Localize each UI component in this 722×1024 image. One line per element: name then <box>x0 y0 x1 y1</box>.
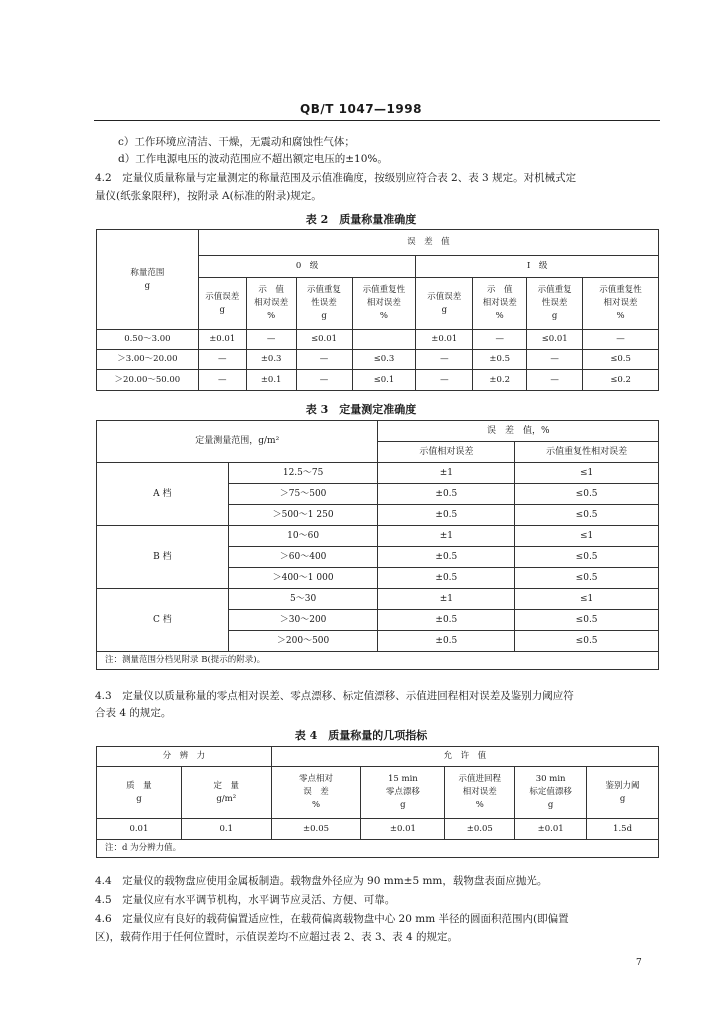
table-row <box>97 350 659 370</box>
t4-cell: 0.1 <box>181 819 271 840</box>
t3-range-header: 定量测量范围，g/m² <box>97 421 378 463</box>
t2-grade0: 0 级 <box>198 256 416 278</box>
item-d: d）工作电源电压的波动范围应不超出额定电压的±10%。 <box>118 153 388 165</box>
table2-caption: 表 2 质量称量准确度 <box>305 213 417 226</box>
t3-cell: ±0.5 <box>378 631 515 652</box>
t3-cell: ±0.5 <box>378 505 515 526</box>
t2-sub-err-g: 示值误差 g <box>198 278 246 330</box>
t2-cell: — <box>296 370 352 391</box>
t3-cell: ±0.5 <box>378 484 515 505</box>
table-row <box>97 589 659 610</box>
t4-cell: ±0.01 <box>361 819 445 840</box>
t3-cell: 10～60 <box>228 526 378 547</box>
t2-cell: ±0.3 <box>246 350 296 370</box>
t2-sub-rel: 示 值 相对误差 % <box>246 278 296 330</box>
sec-4-3-line1: 4.3 定量仪以质量称量的零点相对误差、零点漂移、标定值漂移、示值进回程相对误差及鉴别力阈应符 <box>95 690 574 702</box>
sec-4-2-line2: 量仪(纸张象限秤)，按附录 A(标准的附录)规定。 <box>95 190 322 202</box>
t2-cell: ±0.5 <box>473 350 527 370</box>
page-number: 7 <box>636 958 642 968</box>
sec-4-5: 4.5 定量仪应有水平调节机构，水平调节应灵活、方便、可靠。 <box>95 894 396 906</box>
t2-cell: — <box>416 350 473 370</box>
t3-cell: ±0.5 <box>378 610 515 631</box>
t2-sub-reprel: 示值重复性 相对误差 % <box>352 278 416 330</box>
t2-error-header: 误 差 值 <box>198 230 658 256</box>
t2-cell: ≤0.01 <box>296 330 352 350</box>
t3-cell: ≤0.5 <box>515 505 659 526</box>
t2-cell: — <box>527 370 583 391</box>
t4-col-zero-rel: 零点相对 误 差 % <box>271 767 361 819</box>
t2-cell: 0.50～3.00 <box>97 330 199 350</box>
t4-allowed: 允 许 值 <box>271 747 658 767</box>
t3-cell: ≤0.5 <box>515 610 659 631</box>
table3-caption: 表 3 定量测定准确度 <box>305 403 417 416</box>
t2-cell: ±0.01 <box>198 330 246 350</box>
t3-cell: ≤1 <box>515 463 659 484</box>
t4-resolution: 分 辨 力 <box>97 747 272 767</box>
t2-sub-rep: 示值重复 性误差 g <box>296 278 352 330</box>
t2-cell: ＞3.00～20.00 <box>97 350 199 370</box>
t3-cell: ±0.5 <box>378 547 515 568</box>
t3-cell: ±1 <box>378 589 515 610</box>
t2-sub-err-g-i: 示值误差 g <box>416 278 473 330</box>
t3-cell: ≤0.5 <box>515 484 659 505</box>
t4-col-cal-drift: 30 min 标定值漂移 g <box>515 767 587 819</box>
t4-cell: 1.5d <box>587 819 659 840</box>
t2-cell: ≤0.1 <box>352 370 416 391</box>
standard-number: QB/T 1047—1998 <box>300 102 422 116</box>
t2-cell: — <box>198 370 246 391</box>
t2-cell: ≤0.01 <box>527 330 583 350</box>
table2 <box>96 229 659 391</box>
t3-cell: ≤0.5 <box>515 568 659 589</box>
t3-cell: ＞500～1 250 <box>228 505 378 526</box>
t2-cell: ≤0.5 <box>583 350 659 370</box>
table-row <box>97 526 659 547</box>
table4 <box>96 746 659 858</box>
t4-col-quant: 定 量 g/m² <box>181 767 271 819</box>
t3-cell: ≤0.5 <box>515 631 659 652</box>
t3-cell: ＞30～200 <box>228 610 378 631</box>
t2-sub-reprel-i: 示值重复性 相对误差 % <box>583 278 659 330</box>
t3-group-b: B 档 <box>97 526 229 589</box>
table3 <box>96 420 659 670</box>
t2-cell: — <box>246 330 296 350</box>
table-row <box>97 819 659 840</box>
t3-cell: ＞60～400 <box>228 547 378 568</box>
t3-note: 注：测量范围分档见附录 B(提示的附录)。 <box>97 652 659 670</box>
t2-cell: — <box>527 350 583 370</box>
sec-4-4: 4.4 定量仪的载物盘应使用金属板制造。载物盘外径应为 90 mm±5 mm，载物盘表面应抛光。 <box>95 875 548 887</box>
t4-col-threshold: 鉴别力阈 g <box>587 767 659 819</box>
sec-4-3-line2: 合表 4 的规定。 <box>95 707 172 719</box>
sec-4-6-line1: 4.6 定量仪应有良好的载荷偏置适应性，在载荷偏离载物盘中心 20 mm 半径的圆面积范围内(即偏置 <box>95 913 569 925</box>
t2-cell: — <box>198 350 246 370</box>
table4-caption: 表 4 质量称量的几项指标 <box>294 729 428 742</box>
t4-col-return: 示值进回程 相对误差 % <box>445 767 515 819</box>
t4-cell: ±0.05 <box>445 819 515 840</box>
t2-cell: — <box>473 330 527 350</box>
t2-sub-rep-i: 示值重复 性误差 g <box>527 278 583 330</box>
t2-cell: ≤0.2 <box>583 370 659 391</box>
t3-group-c: C 档 <box>97 589 229 652</box>
table-row <box>97 463 659 484</box>
t2-cell: — <box>416 370 473 391</box>
t3-cell: ＞200～500 <box>228 631 378 652</box>
t2-cell: — <box>296 350 352 370</box>
t3-cell: ＞75～500 <box>228 484 378 505</box>
t3-cell: ±0.5 <box>378 568 515 589</box>
t4-col-zero-drift: 15 min 零点漂移 g <box>361 767 445 819</box>
t3-cell: 12.5～75 <box>228 463 378 484</box>
t2-cell: — <box>583 330 659 350</box>
sec-4-2-line1: 4.2 定量仪质量称量与定量测定的称量范围及示值准确度，按级别应符合表 2、表 3 规定。对机械式定 <box>95 172 577 184</box>
table-row <box>97 330 659 350</box>
t4-cell: ±0.05 <box>271 819 361 840</box>
t4-col-mass: 质 量 g <box>97 767 182 819</box>
t4-cell: ±0.01 <box>515 819 587 840</box>
t3-cell: ±1 <box>378 463 515 484</box>
t2-cell: ≤0.3 <box>352 350 416 370</box>
t2-sub-rel-i: 示 值 相对误差 % <box>473 278 527 330</box>
t2-cell: ＞20.00～50.00 <box>97 370 199 391</box>
t3-col-rep: 示值重复性相对误差 <box>515 442 659 463</box>
sec-4-6-line2: 区)，载荷作用于任何位置时，示值误差均不应超过表 2、表 3、表 4 的规定。 <box>95 931 458 943</box>
t2-grade1: I 级 <box>416 256 659 278</box>
header-rule <box>94 120 660 121</box>
t2-cell: ±0.2 <box>473 370 527 391</box>
t2-range-header: 称量范围 g <box>97 230 199 330</box>
t3-error-header: 误 差 值，% <box>378 421 659 442</box>
t3-cell: ≤0.5 <box>515 547 659 568</box>
t3-group-a: A 档 <box>97 463 229 526</box>
table-row <box>97 370 659 391</box>
t3-col-rel: 示值相对误差 <box>378 442 515 463</box>
t4-cell: 0.01 <box>97 819 182 840</box>
item-c: c）工作环境应清洁、干燥，无震动和腐蚀性气体； <box>118 136 355 148</box>
t4-note: 注：d 为分辨力值。 <box>97 840 659 858</box>
t2-cell <box>352 330 416 350</box>
t2-cell: ±0.1 <box>246 370 296 391</box>
t2-cell: ±0.01 <box>416 330 473 350</box>
t3-cell: ±1 <box>378 526 515 547</box>
t3-cell: ≤1 <box>515 526 659 547</box>
t3-cell: ＞400～1 000 <box>228 568 378 589</box>
t3-cell: ≤1 <box>515 589 659 610</box>
t3-cell: 5～30 <box>228 589 378 610</box>
